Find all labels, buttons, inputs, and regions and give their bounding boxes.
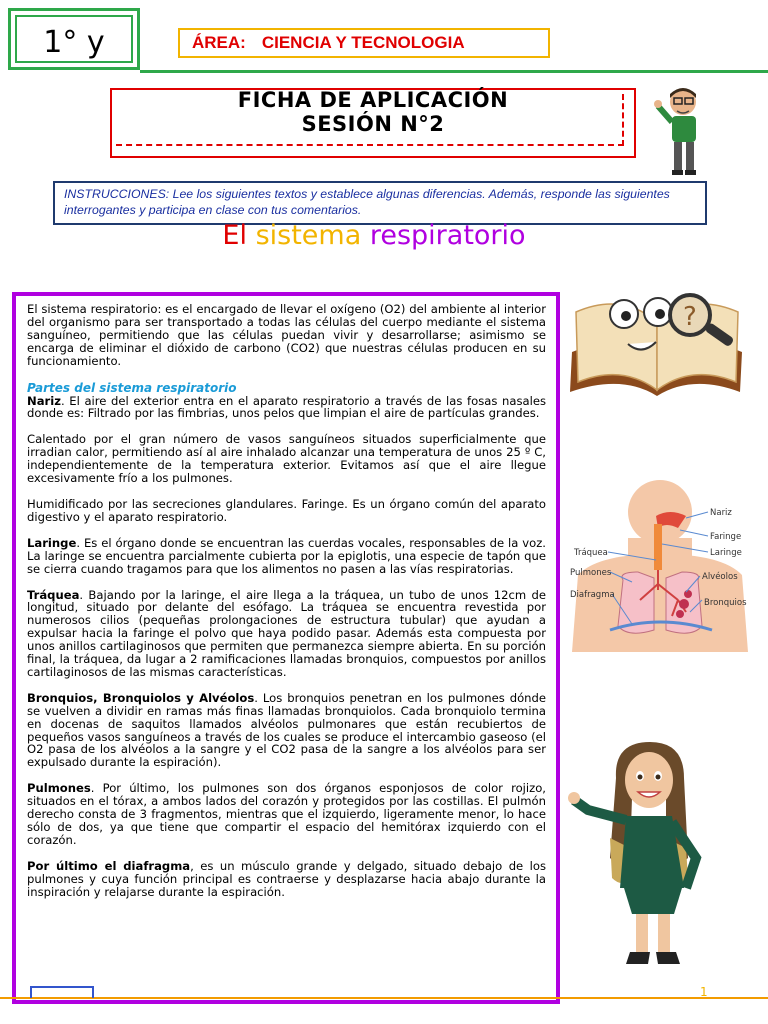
label-pulmones: Pulmones [570, 568, 612, 578]
pulmones-paragraph [27, 782, 546, 847]
area-label: ÁREA: [192, 33, 246, 52]
svg-text:?: ? [683, 302, 697, 332]
header-divider [140, 70, 768, 73]
area-banner [178, 28, 550, 58]
traquea-text: . Bajando por la laringe, el aire llega a la tráquea, un tubo de unos 12cm de longitud, situado por delante del esófago. La tráquea se encuentra revestida por numerosos cilios (pequeñas prolongaciones de estructura tubular) que ayudan a expulsar hacia la faringe el polvo que haya podido pasar. Además esta compuesta por unos anillos cartilaginosos que permiten que permanezca siempre abierta. En su porción final, la tráquea, da lugar a 2 ramificaciones llamadas bronquios, compuestos por anillos cartilaginosos de las mismas características. [27, 587, 546, 679]
pulmones-term: Pulmones [27, 781, 91, 796]
title-line-1: FICHA DE APLICACIÓN [237, 88, 509, 112]
label-traquea: Tráquea [574, 548, 608, 558]
traquea-term: Tráquea [27, 587, 80, 602]
diafragma-text: , es un músculo grande y delgado, situado debajo de los pulmones y cuya función principal es contraerse y desplazarse hacia abajo durante la inspiración y relajarse durante la espiración. [27, 858, 546, 899]
heading-word-1: El [222, 220, 247, 251]
humidificado-paragraph: Humidificado por las secreciones glandulares. Faringe. Es un órgano común del aparato digestivo y el aparato respiratorio. [27, 496, 546, 524]
title-box [110, 88, 636, 158]
label-faringe: Faringe [710, 532, 742, 542]
respiratory-diagram [568, 480, 768, 652]
laringe-text: . Es el órgano donde se encuentran las cuerdas vocales, responsables de la voz. La laringe se encuentra parcialmente cubierta por la epiglotis, una especie de tapón que se cierra cuando tragamos para que los alimentos no pasen a las vías respiratorias. [27, 535, 546, 576]
label-laringe: Laringe [710, 548, 742, 558]
diafragma-paragraph [27, 860, 546, 899]
section-subtitle: Partes del sistema respiratorio [27, 380, 237, 395]
heading-word-2: sistema [255, 220, 362, 251]
calentado-paragraph: Calentado por el gran número de vasos sanguíneos situados superficialmente que irradian calor, permitiendo así al aire inhalado alcanzar una temperatura de unos 25 º C, independientemente de la temperatura exterior. Evitamos así que el aire llegue excesivamente frío a los pulmones. [27, 432, 546, 486]
main-heading [0, 220, 748, 251]
heading-word-3: respiratorio [369, 220, 526, 251]
teacher-avatar-illustration [650, 84, 720, 176]
book-magnifier-illustration [562, 282, 748, 400]
bronquios-text: . Los bronquios penetran en los pulmones dónde se vuelven a dividir en ramas más finas llamadas bronquiolos. Cada bronquiolo termina en docenas de saquitos llamados alvéolos pulmonares que están recubiertos de pequeños vasos sanguíneos a través de los cuales se produce el intercambio gaseoso (el O2 pasa de los alvéolos a la sangre y el CO2 pasa de la sangre a los alvéolos para ser expulsado durante la espiración). [27, 690, 547, 770]
title-line-2: SESIÓN N°2 [301, 112, 445, 136]
nariz-paragraph [27, 395, 546, 421]
laringe-term: Laringe [27, 535, 77, 550]
nariz-term: Nariz [27, 393, 61, 408]
diafragma-term: Por último el diafragma [27, 858, 191, 873]
page-number: 1 [700, 985, 708, 999]
presenter-avatar-illustration [566, 738, 730, 974]
label-bronquios: Bronquios [704, 598, 747, 608]
label-diafragma: Diafragma [570, 590, 615, 600]
bronquios-term: Bronquios, Bronquiolos y Alvéolos [27, 690, 255, 705]
bronquios-paragraph [27, 692, 546, 769]
grade-box [8, 8, 140, 70]
laringe-paragraph [27, 537, 546, 576]
area-value: CIENCIA Y TECNOLOGIA [261, 33, 465, 52]
label-nariz: Nariz [710, 508, 732, 518]
label-alveolos: Alvéolos [702, 572, 738, 582]
pulmones-text: . Por último, los pulmones son dos órganos esponjosos de color rojizo, situados en el tórax, a ambos lados del corazón y protegidos por las costillas. El pulmón derecho consta de 3 fragmentos, mientras que el izquierdo, ligeramente menor, lo hace sólo de dos, ya que tiene que compartir el espacio del hemitórax izquierdo con el corazón. [27, 781, 546, 847]
intro-paragraph: El sistema respiratorio: es el encargado de llevar el oxígeno (O2) del ambiente al interior del organismo para ser transportado a todas las células del cuerpo mediante el sistema sanguíneo, permitiendo que las células puedan vivir y desarrollarse; asimismo se encarga de eliminar el dióxido de carbono (CO2) que nuestras células producen en su funcionamiento. [27, 302, 546, 368]
content-body [27, 303, 546, 912]
instructions-box: INSTRUCCIONES: Lee los siguientes textos y establece algunas diferencias. Además, responde las siguientes interrogantes y participa en clase con tus comentarios. [53, 181, 707, 225]
footer-line [0, 997, 768, 999]
footer-accent [30, 986, 94, 998]
nariz-text: . El aire del exterior entra en el aparato respiratorio a través de las fosas nasales donde es: Filtrado por las fimbrias, unos pelos que limpian el aire de partículas grandes. [27, 393, 546, 421]
traquea-paragraph [27, 589, 546, 679]
grade-label: 1° y [43, 25, 105, 60]
